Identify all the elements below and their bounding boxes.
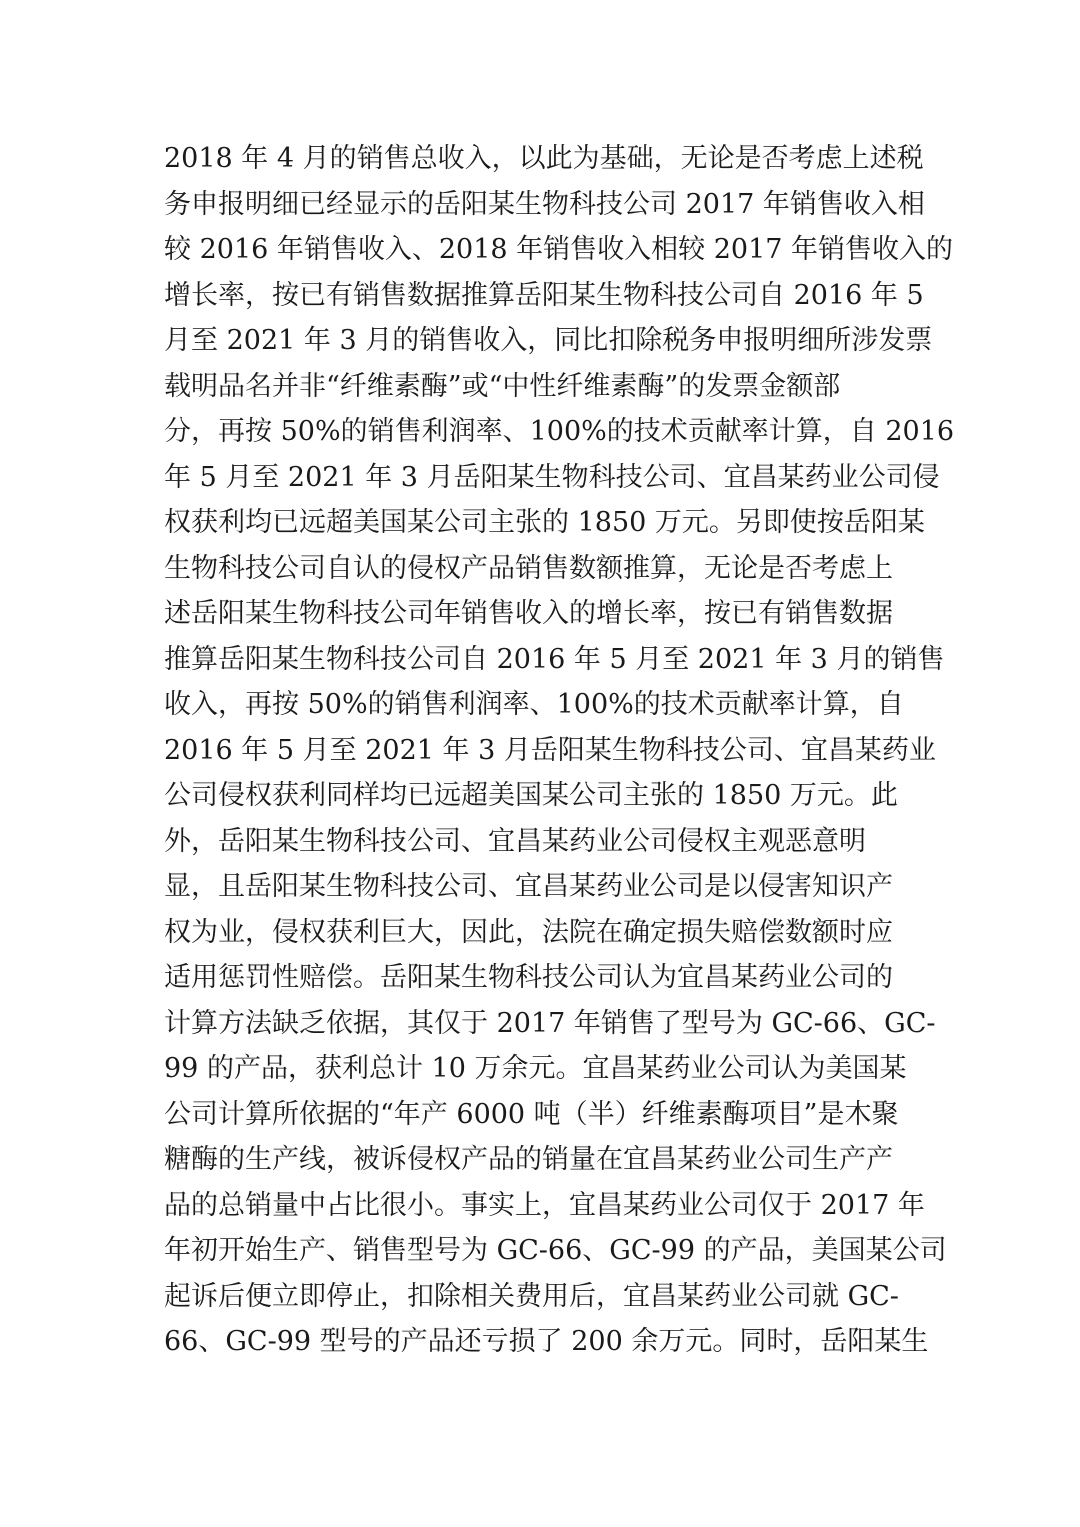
text-line-26: 起诉后便立即停止，扣除相关费用后，宜昌某药业公司就 GC-	[164, 1280, 899, 1312]
text-line-13: 收入，再按 50%的销售利润率、100%的技术贡献率计算，自	[164, 689, 904, 720]
text-line-8: 年 5 月至 2021 年 3 月岳阳某生物科技公司、宜昌某药业公司侵	[164, 461, 940, 493]
text-line-16: 外，岳阳某生物科技公司、宜昌某药业公司侵权主观恶意明	[164, 825, 866, 857]
text-line-12: 推算岳阳某生物科技公司自 2016 年 5 月至 2021 年 3 月的销售	[164, 643, 945, 675]
text-line-1: 2018 年 4 月的销售总收入，以此为基础，无论是否考虑上述税	[164, 143, 924, 174]
text-line-9: 权获利均已远超美国某公司主张的 1850 万元。另即使按岳阳某	[164, 507, 925, 538]
text-line-23: 糖酶的生产线，被诉侵权产品的销量在宜昌某药业公司生产产	[164, 1144, 893, 1175]
text-line-24: 品的总销量中占比很小。事实上，宜昌某药业公司仅于 2017 年	[164, 1189, 925, 1221]
text-line-15: 公司侵权获利同样均已远超美国某公司主张的 1850 万元。此	[164, 780, 898, 811]
text-line-3: 较 2016 年销售收入、2018 年销售收入相较 2017 年销售收入的	[164, 234, 954, 265]
text-line-22: 公司计算所依据的“年产 6000 吨（半）纤维素酶项目”是木聚	[164, 1098, 899, 1130]
text-line-10: 生物科技公司自认的侵权产品销售数额推算，无论是否考虑上	[164, 552, 893, 584]
text-line-14: 2016 年 5 月至 2021 年 3 月岳阳某生物科技公司、宜昌某药业	[164, 734, 936, 766]
body-text	[164, 136, 955, 1365]
text-line-19: 适用惩罚性赔偿。岳阳某生物科技公司认为宜昌某药业公司的	[164, 962, 893, 993]
text-line-18: 权为业，侵权获利巨大，因此，法院在确定损失赔偿数额时应	[164, 916, 893, 948]
text-line-17: 显，且岳阳某生物科技公司、宜昌某药业公司是以侵害知识产	[164, 871, 893, 902]
text-line-4: 增长率，按已有销售数据推算岳阳某生物科技公司自 2016 年 5	[164, 279, 924, 311]
text-line-5: 月至 2021 年 3 月的销售收入，同比扣除税务申报明细所涉发票	[164, 325, 933, 356]
text-line-7: 分，再按 50%的销售利润率、100%的技术贡献率计算，自 2016	[164, 416, 955, 447]
text-line-6: 载明品名并非“纤维素酶”或“中性纤维素酶”的发票金额部	[164, 370, 841, 402]
text-line-11: 述岳阳某生物科技公司年销售收入的增长率，按已有销售数据	[164, 598, 893, 629]
text-line-20: 计算方法缺乏依据，其仅于 2017 年销售了型号为 GC-66、GC-	[164, 1007, 936, 1039]
text-line-2: 务申报明细已经显示的岳阳某生物科技公司 2017 年销售收入相	[164, 188, 925, 220]
text-line-25: 年初开始生产、销售型号为 GC-66、GC-99 的产品，美国某公司	[164, 1235, 947, 1266]
text-line-27: 66、GC-99 型号的产品还亏损了 200 余万元。同时，岳阳某生	[164, 1326, 929, 1357]
text-line-21: 99 的产品，获利总计 10 万余元。宜昌某药业公司认为美国某	[164, 1053, 907, 1084]
